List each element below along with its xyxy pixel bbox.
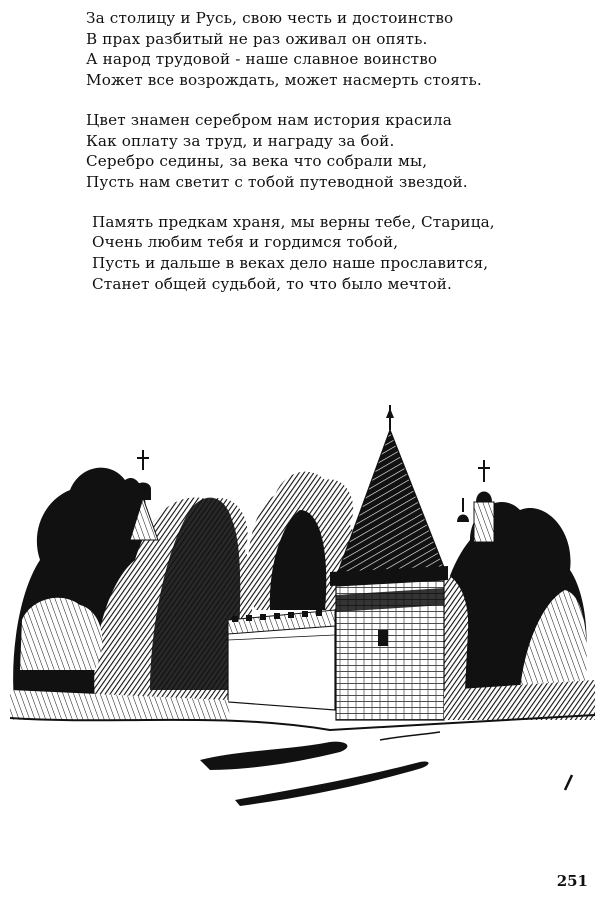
poem-line: Может все возрождать, может насмерть стоять. — [86, 71, 482, 90]
stanza-3 — [86, 212, 556, 295]
poem-line: Станет общей судьбой, то что было мечтой. — [92, 274, 453, 293]
poem-line: Память предкам храня, мы верны тебе, Старица, — [92, 212, 495, 231]
poem-line: Очень любим тебя и гордимся тобой, — [92, 233, 399, 252]
kremlin-wall — [228, 610, 335, 710]
stanza-1 — [86, 8, 556, 91]
kremlin-illustration — [0, 390, 600, 840]
poem-line: Пусть нам светит с тобой путеводной звездой. — [86, 172, 468, 191]
poem — [86, 8, 556, 313]
tree-cluster-left — [13, 468, 253, 700]
page-number: 251 — [556, 872, 588, 890]
poem-line: Пусть и дальше в веках дело наше прославится, — [92, 254, 489, 273]
poem-line: А народ трудовой - наше славное воинство — [86, 50, 438, 69]
church-domes-right — [457, 460, 494, 542]
poem-line: Как оплату за труд, и награду за бой. — [86, 131, 395, 150]
poem-line: За столицу и Русь, свою честь и достоинство — [86, 9, 454, 27]
poem-line: В прах разбитый не раз оживал он опять. — [86, 29, 428, 48]
poem-line: Серебро седины, за века что собрали мы, — [86, 152, 428, 171]
stanza-2 — [86, 110, 556, 193]
conical-tower — [330, 405, 448, 720]
poem-line: Цвет знамен серебром нам история красила — [86, 110, 452, 129]
